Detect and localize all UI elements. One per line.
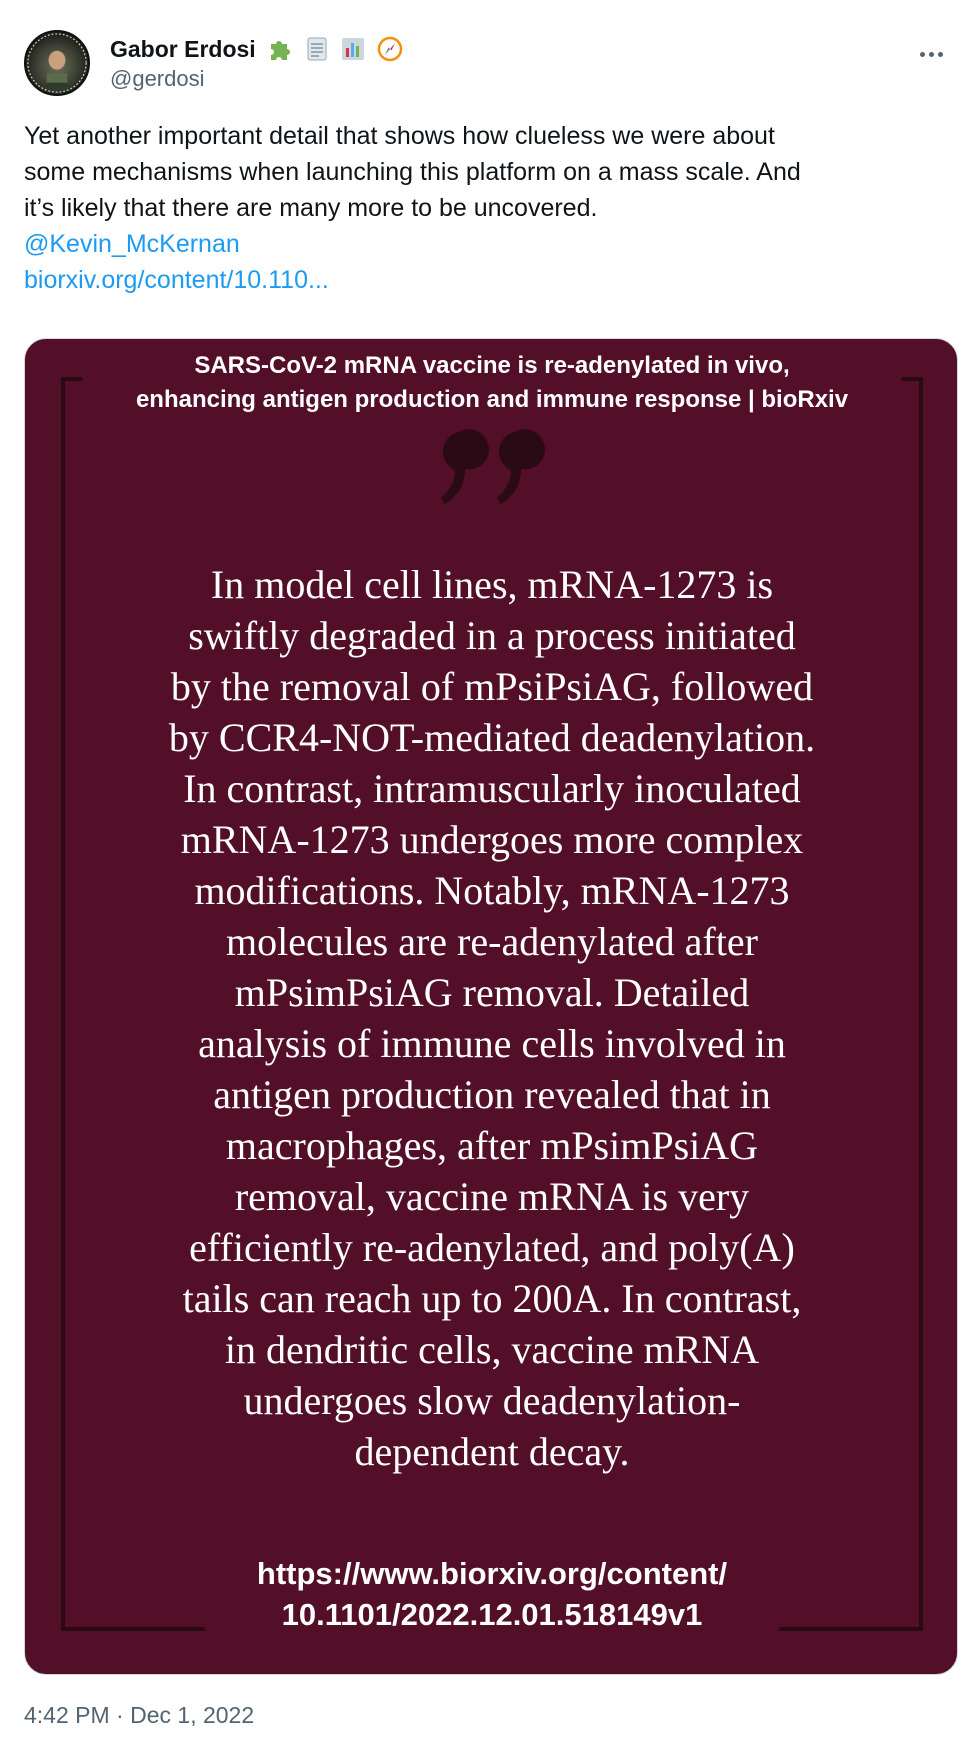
compass-icon bbox=[376, 35, 404, 63]
meta-separator: · bbox=[109, 1702, 131, 1728]
quote-line: molecules are re-adenylated after bbox=[226, 919, 758, 964]
avatar-image bbox=[26, 32, 88, 94]
quote-line: dependent decay. bbox=[354, 1429, 630, 1474]
handle[interactable]: @gerdosi bbox=[110, 66, 205, 91]
author-names bbox=[110, 34, 408, 94]
bar-chart-icon bbox=[339, 35, 367, 63]
media-card[interactable] bbox=[24, 338, 958, 1675]
quote-line: analysis of immune cells involved in bbox=[198, 1021, 786, 1066]
tweet-time[interactable]: 4:42 PM bbox=[24, 1702, 110, 1728]
tweet-text-line: some mechanisms when launching this platform on a mass scale. And bbox=[24, 158, 801, 186]
quote-line: antigen production revealed that in bbox=[213, 1072, 771, 1117]
dot bbox=[929, 52, 934, 57]
tweet-date[interactable]: Dec 1, 2022 bbox=[130, 1702, 255, 1728]
quote-line: removal, vaccine mRNA is very bbox=[234, 1174, 750, 1219]
tweet-header bbox=[24, 30, 948, 100]
card-url-line: https://www.biorxiv.org/content/ bbox=[256, 1556, 728, 1591]
tweet-text bbox=[24, 118, 924, 298]
quote-line: by CCR4-NOT-mediated deadenylation. bbox=[168, 715, 816, 760]
quote-line: by the removal of mPsiPsiAG, followed bbox=[170, 664, 814, 709]
dot bbox=[920, 52, 925, 57]
url-link[interactable]: biorxiv.org/content/10.110... bbox=[24, 266, 329, 294]
dot bbox=[938, 52, 943, 57]
timestamp bbox=[24, 1700, 254, 1730]
more-options-icon[interactable] bbox=[918, 44, 948, 64]
quote-line: mPsimPsiAG removal. Detailed bbox=[234, 970, 750, 1015]
card-url bbox=[205, 1553, 779, 1635]
card-title-line: SARS-CoV-2 mRNA vaccine is re-adenylated in vivo, bbox=[194, 352, 790, 379]
quote-line: in dendritic cells, vaccine mRNA bbox=[224, 1327, 760, 1372]
card-title-line: enhancing antigen production and immune response | bioRxiv bbox=[135, 386, 849, 413]
quote-line: tails can reach up to 200A. In contrast, bbox=[182, 1276, 802, 1321]
quote-line: In model cell lines, mRNA-1273 is bbox=[210, 562, 774, 607]
quote-line: In contrast, intramuscularly inoculated bbox=[183, 766, 801, 811]
tweet-text-line: Yet another important detail that shows how clueless we were about bbox=[24, 122, 775, 150]
quote-line: efficiently re-adenylated, and poly(A) bbox=[189, 1225, 795, 1270]
quote-line: modifications. Notably, mRNA-1273 bbox=[194, 868, 790, 913]
quote-line: mRNA-1273 undergoes more complex bbox=[180, 817, 804, 862]
name-emojis bbox=[266, 35, 407, 63]
page-facing-up-icon bbox=[303, 35, 331, 63]
quote-line: macrophages, after mPsimPsiAG bbox=[225, 1123, 759, 1168]
quote-line: undergoes slow deadenylation- bbox=[243, 1378, 741, 1423]
card-url-line: 10.1101/2022.12.01.518149v1 bbox=[281, 1597, 703, 1632]
quote-line: swiftly degraded in a process initiated bbox=[188, 613, 796, 658]
puzzle-piece-icon bbox=[266, 35, 294, 63]
display-name[interactable]: Gabor Erdosi bbox=[110, 36, 256, 62]
avatar[interactable] bbox=[24, 30, 90, 96]
tweet-text-line: it’s likely that there are many more to be uncovered. bbox=[24, 194, 598, 222]
quote-text bbox=[95, 559, 889, 1477]
quote-mark-icon bbox=[437, 424, 547, 514]
card-title bbox=[65, 349, 919, 417]
mention-link[interactable]: @Kevin_McKernan bbox=[24, 230, 240, 258]
